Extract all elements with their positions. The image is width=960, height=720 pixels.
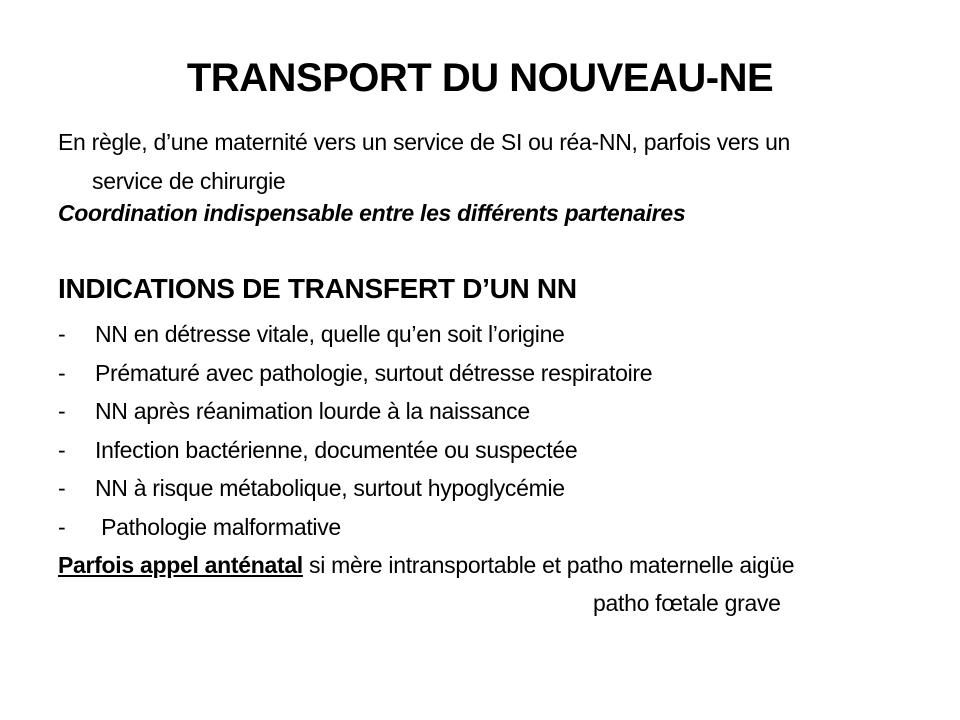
intro-paragraph <box>58 123 790 200</box>
list-item-text: Pathologie malformative <box>95 513 341 540</box>
antenatal-bold-text: Parfois appel anténatal <box>58 552 303 578</box>
list-item-text: Prématuré avec pathologie, surtout détresse respiratoire <box>95 359 653 386</box>
list-item <box>58 354 652 393</box>
bullet-dash: - <box>58 436 66 463</box>
intro-line-1: En règle, d’une maternité vers un service de SI ou réa-NN, parfois vers un <box>58 129 791 155</box>
slide-title: TRANSPORT DU NOUVEAU-NE <box>186 56 774 100</box>
list-item-text: NN après réanimation lourde à la naissance <box>95 398 530 425</box>
section-heading: INDICATIONS DE TRANSFERT D’UN NN <box>58 273 577 304</box>
list-item <box>58 469 652 508</box>
bullet-dash: - <box>58 359 66 386</box>
bullet-dash: - <box>58 513 66 540</box>
list-item <box>58 431 652 470</box>
list-item <box>58 508 652 547</box>
list-item <box>58 392 652 431</box>
list-item-text: Infection bactérienne, documentée ou suspectée <box>95 436 578 463</box>
list-item-text: NN à risque métabolique, surtout hypoglycémie <box>95 475 565 502</box>
bullet-dash: - <box>58 398 66 425</box>
list-item-text: NN en détresse vitale, quelle qu’en soit l’origine <box>95 321 565 347</box>
antenatal-rest-text: si mère intransportable et patho maternelle aigüe <box>302 552 795 578</box>
bullet-list <box>58 315 652 547</box>
bullet-dash: - <box>58 475 66 502</box>
list-item <box>58 315 652 354</box>
antenatal-note-line2: patho fœtale grave <box>593 590 781 616</box>
antenatal-note <box>58 546 794 585</box>
bullet-dash: - <box>58 321 66 347</box>
intro-line-2: service de chirurgie <box>92 167 286 194</box>
coordination-note: Coordination indispensable entre les différents partenaires <box>58 200 686 226</box>
